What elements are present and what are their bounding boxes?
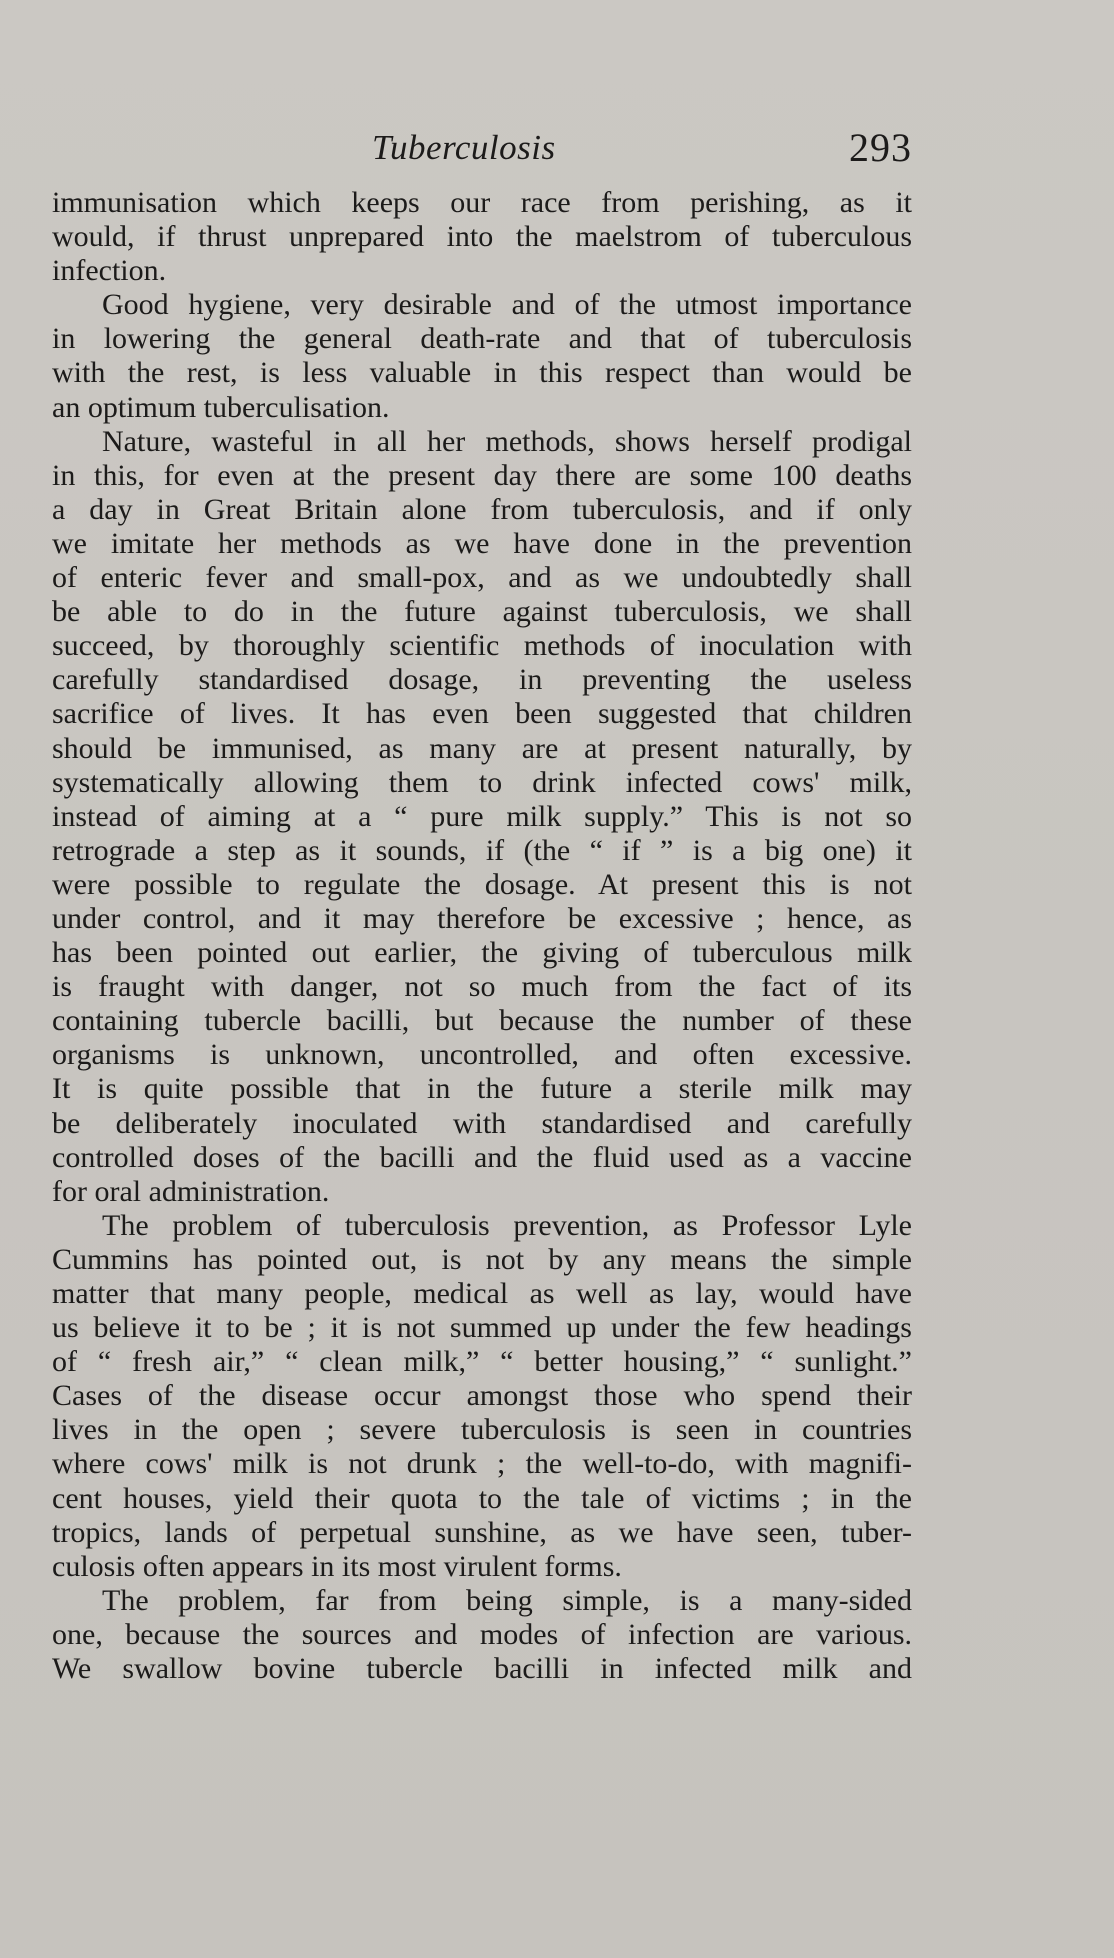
chapter-title: Tuberculosis: [372, 128, 556, 167]
text-line: in lowering the general death-rate and that of tuberculosis: [52, 322, 912, 356]
text-line: instead of aiming at a “ pure milk supply.” This is not so: [52, 799, 912, 833]
text-line: The problem, far from being simple, is a many-sided: [102, 1583, 912, 1617]
text-line: cent houses, yield their quota to the tale of victims ; in the: [52, 1481, 912, 1515]
text-line: a day in Great Britain alone from tuberculosis, and if only: [52, 492, 912, 526]
text-line: in this, for even at the present day there are some 100 deaths: [52, 458, 912, 492]
text-line: should be immunised, as many are at present naturally, by: [52, 731, 912, 765]
text-line: immunisation which keeps our race from perishing, as it: [52, 186, 912, 219]
text-line: were possible to regulate the dosage. At present this is not: [52, 867, 912, 901]
text-line: It is quite possible that in the future a sterile milk may: [52, 1072, 912, 1106]
text-line: of “ fresh air,” “ clean milk,” “ better housing,” “ sunlight.”: [52, 1345, 912, 1379]
text-line: We swallow bovine tubercle bacilli in infected milk and: [52, 1652, 912, 1686]
text-line: The problem of tuberculosis prevention, as Professor Lyle: [102, 1208, 912, 1242]
text-line: where cows' milk is not drunk ; the well-to-do, with magnifi-: [52, 1447, 912, 1481]
text-line: systematically allowing them to drink infected cows' milk,: [52, 765, 912, 799]
text-line: culosis often appears in its most virulent forms.: [52, 1549, 622, 1583]
text-line: an optimum tuberculisation.: [52, 390, 390, 424]
text-line: has been pointed out earlier, the giving of tuberculous milk: [52, 936, 912, 970]
body-text: [52, 186, 912, 1686]
text-line: retrograde a step as it sounds, if (the “ if ” is a big one) it: [52, 833, 912, 867]
text-line: be deliberately inoculated with standardised and carefully: [52, 1106, 912, 1140]
text-line: Good hygiene, very desirable and of the utmost importance: [102, 288, 912, 322]
text-line: Cases of the disease occur amongst those who spend their: [52, 1379, 912, 1413]
text-line: sacrifice of lives. It has even been suggested that children: [52, 697, 912, 731]
text-line: be able to do in the future against tuberculosis, we shall: [52, 595, 912, 629]
text-line: carefully standardised dosage, in preventing the useless: [52, 663, 912, 697]
text-line: succeed, by thoroughly scientific methods of inoculation with: [52, 629, 912, 663]
text-line: we imitate her methods as we have done in the prevention: [52, 526, 912, 560]
text-line: for oral administration.: [52, 1174, 330, 1208]
text-line: infection.: [52, 254, 167, 288]
text-line: containing tubercle bacilli, but because the number of these: [52, 1004, 912, 1038]
text-line: would, if thrust unprepared into the maelstrom of tuberculous: [52, 220, 912, 254]
text-line: matter that many people, medical as well as lay, would have: [52, 1277, 912, 1310]
page-number: 293: [849, 125, 912, 170]
text-line: with the rest, is less valuable in this respect than would be: [52, 356, 912, 390]
text-line: organisms is unknown, uncontrolled, and often excessive.: [52, 1038, 912, 1072]
text-line: under control, and it may therefore be excessive ; hence, as: [52, 901, 912, 935]
text-line: Nature, wasteful in all her methods, shows herself prodigal: [102, 424, 912, 458]
text-line: tropics, lands of perpetual sunshine, as we have seen, tuber-: [52, 1515, 912, 1549]
running-header: [52, 124, 912, 174]
text-line: us believe it to be ; it is not summed up under the few headings: [52, 1311, 912, 1345]
text-line: lives in the open ; severe tuberculosis is seen in countries: [52, 1413, 912, 1447]
text-line: controlled doses of the bacilli and the fluid used as a vaccine: [52, 1140, 912, 1174]
text-line: Cummins has pointed out, is not by any means the simple: [52, 1242, 912, 1276]
text-line: one, because the sources and modes of infection are various.: [52, 1617, 912, 1651]
text-line: is fraught with danger, not so much from the fact of its: [52, 970, 912, 1004]
text-line: of enteric fever and small-pox, and as we undoubtedly shall: [52, 561, 912, 595]
